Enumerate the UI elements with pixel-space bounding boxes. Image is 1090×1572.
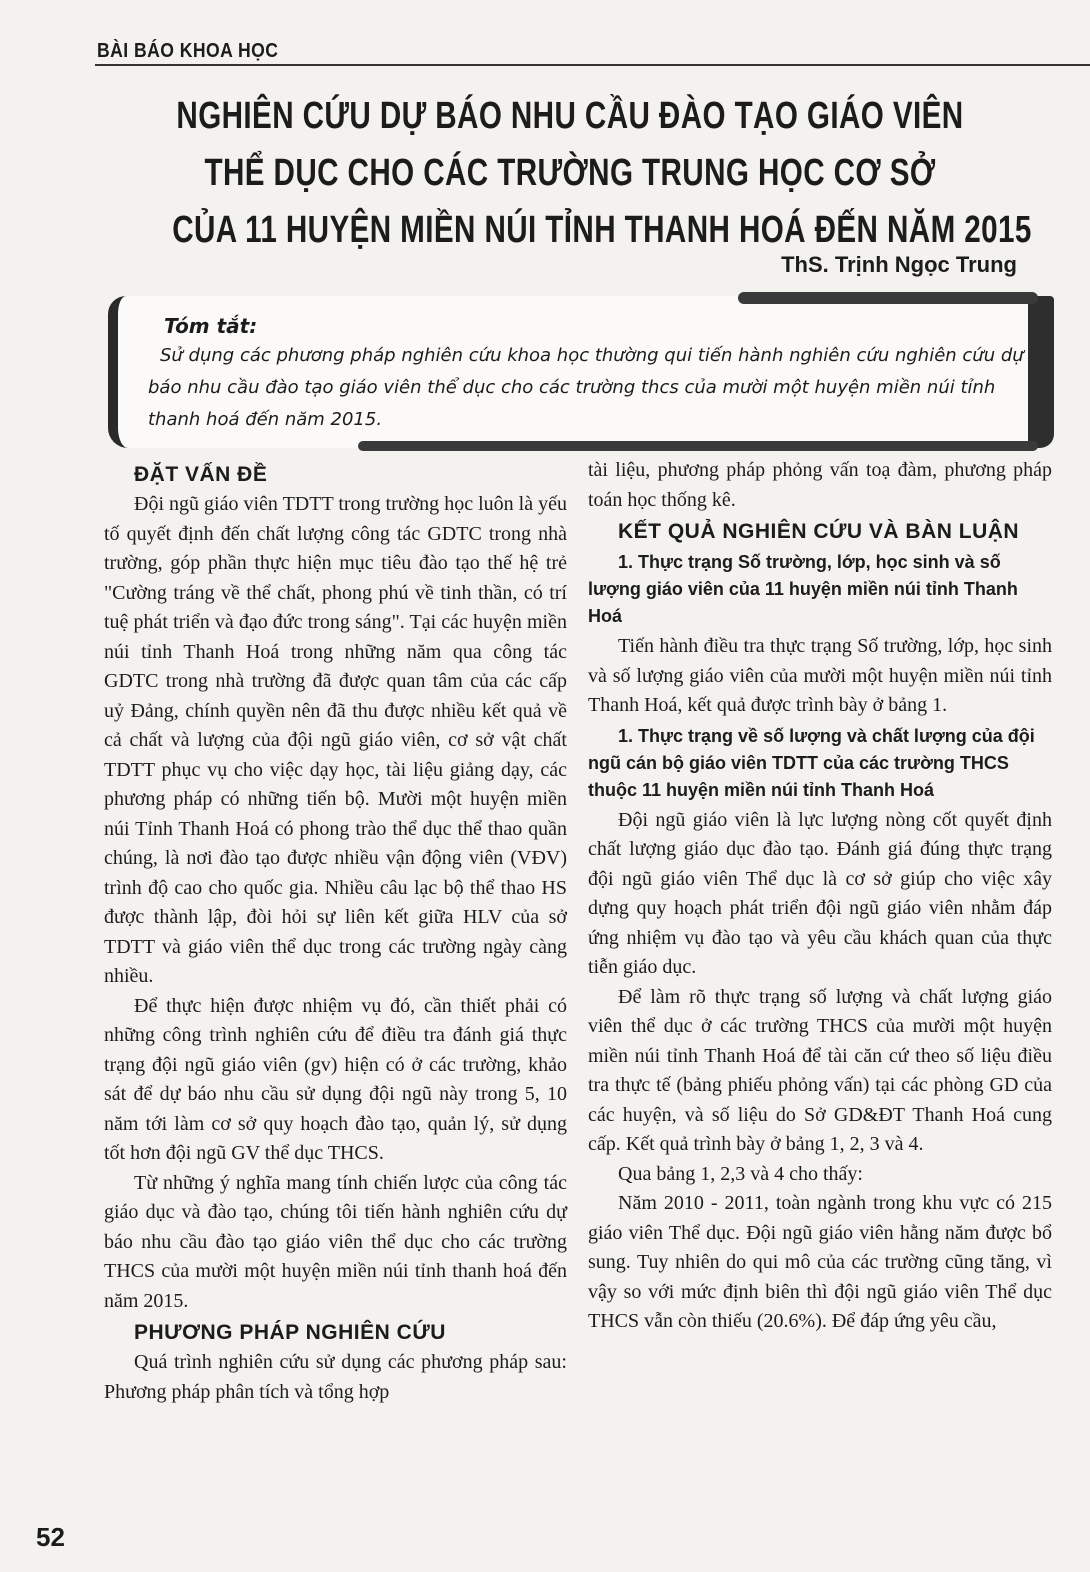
title-line-3: CỦA 11 HUYỆN MIỀN NÚI TỈNH THANH HOÁ ĐẾN NĂM 2015 <box>172 209 1032 251</box>
article-title <box>60 88 1080 259</box>
title-line-2: THỂ DỤC CHO CÁC TRƯỜNG TRUNG HỌC CƠ SỞ <box>204 152 936 194</box>
paragraph: Qua bảng 1, 2,3 và 4 cho thấy: <box>618 1162 863 1185</box>
header-rule <box>95 64 1090 66</box>
right-column <box>588 456 1052 1337</box>
heading-results: KẾT QUẢ NGHIÊN CỨU VÀ BÀN LUẬN <box>618 520 1020 543</box>
subheading: 1. Thực trạng về số lượng và chất lượng của đội ngũ cán bộ giáo viên TDTT của các trường THCS thuộc 11 huyện miền núi tỉnh Thanh Hoá <box>588 725 1035 800</box>
paragraph: Để làm rõ thực trạng số lượng và chất lượng giáo viên thể dục ở các trường THCS của mười một huyện miền núi tỉnh Thanh Hoá để tài căn cứ theo số liệu điều tra thực tế (bảng phiếu phỏng vấn) tại các phòng GD của các huyện, và số liệu do Sở GD&ĐT Thanh Hoá cung cấp. Kết quả trình bày ở bảng 1, 2, 3 và 4. <box>588 985 1052 1155</box>
heading-introduction: ĐẶT VẤN ĐỀ <box>134 463 268 486</box>
paragraph: Đội ngũ giáo viên TDTT trong trường học luôn là yếu tố quyết định đến chất lượng công tác GDTC trong nhà trường, góp phần thực hiện mục tiêu đào tạo thế hệ trẻ "Cường tráng về thể chất, phong phú về tinh thần, có trí tuệ phát triển và đạo đức trong sáng". Tại các huyện miền núi tỉnh Thanh Hoá trong những năm qua công tác GDTC trong nhà trường đã được quan tâm của các cấp uỷ Đảng, chính quyền nên đã thu được nhiều kết quả về cả chất và lượng của đội ngũ giáo viên, cơ sở vật chất TDTT phục vụ cho việc dạy học, tài liệu giảng dạy, các phương pháp có những tiến bộ. Mười một huyện miền núi Tỉnh Thanh Hoá có phong trào thể dục thể thao quần chúng, là nơi đào tạo được nhiều vận động viên (VĐV) trình độ cao cho quốc gia. Nhiều câu lạc bộ thể thao HS được thành lập, đòi hỏi sự liên kết giữa HLV của sở TDTT và giáo viên thể dục trong các trường ngày càng nhiều. <box>104 493 567 987</box>
paragraph: Quá trình nghiên cứu sử dụng các phương pháp sau: Phương pháp phân tích và tổng hợp <box>104 1351 567 1403</box>
section-tag: BÀI BÁO KHOA HỌC <box>97 40 279 62</box>
paragraph: Tiến hành điều tra thực trạng Số trường, lớp, học sinh và số lượng giáo viên của mười một huyện miền núi tỉnh Thanh Hoá, kết quả được trình bày ở bảng 1. <box>588 635 1052 716</box>
paragraph: Năm 2010 - 2011, toàn ngành trong khu vực có 215 giáo viên Thể dục. Đội ngũ giáo viên hằng năm được bổ sung. Tuy nhiên do qui mô của các trường cũng tăng, vì vậy so với mức định biên thì đội ngũ giáo viên Thể dục THCS vẫn còn thiếu (20.6%). Để đáp ứng yêu cầu, <box>588 1192 1052 1332</box>
abstract-box <box>108 296 1054 448</box>
author: ThS. Trịnh Ngọc Trung <box>781 252 1017 277</box>
abstract-text: Sử dụng các phương pháp nghiên cứu khoa học thường qui tiến hành nghiên cứu nghiên cứu dự báo nhu cầu đào tạo giáo viên thể dục cho các trường thcs của mười một huyện miền núi tỉnh thanh hoá đến năm 2015. <box>148 345 1024 430</box>
heading-methods: PHƯƠNG PHÁP NGHIÊN CỨU <box>134 1321 446 1344</box>
paragraph: Đội ngũ giáo viên là lực lượng nòng cốt quyết định chất lượng giáo dục đào tạo. Đánh giá đúng thực trạng đội ngũ giáo viên Thể dục là cơ sở giúp cho việc xây dựng quy hoạch phát triển đội ngũ giáo viên nhằm đáp ứng nhiệm vụ đào tạo và yêu cầu khách quan của thực tiễn giáo dục. <box>588 808 1052 978</box>
paragraph: tài liệu, phương pháp phỏng vấn toạ đàm, phương pháp toán học thống kê. <box>588 459 1052 511</box>
page-number: 52 <box>36 1522 65 1552</box>
abstract-brush-top <box>738 292 1038 304</box>
subheading: 1. Thực trạng Số trường, lớp, học sinh và số lượng giáo viên của 11 huyện miền núi tỉnh Thanh Hoá <box>588 552 1018 626</box>
title-line-1: NGHIÊN CỨU DỰ BÁO NHU CẦU ĐÀO TẠO GIÁO VIÊN <box>176 95 964 137</box>
left-column <box>104 458 567 1407</box>
abstract-label: Tóm tắt: <box>164 314 258 338</box>
paragraph: Để thực hiện được nhiệm vụ đó, cần thiết phải có những công trình nghiên cứu để điều tra đánh giá thực trạng đội ngũ giáo viên (gv) hiện có ở các trường, khảo sát để dự báo nhu cầu sử dụng đội ngũ này trong 5, 10 năm tới làm cơ sở quy hoạch đào tạo, quản lý, sử dụng tốt hơn đội ngũ GV thể dục THCS. <box>104 994 567 1164</box>
paragraph: Từ những ý nghĩa mang tính chiến lược của công tác giáo dục và đào tạo, chúng tôi tiến hành nghiên cứu dự báo nhu cầu đào tạo giáo viên thể dục cho các trường THCS của mười một huyện miền núi tỉnh thanh hoá đến năm 2015. <box>104 1171 567 1312</box>
abstract-brush-bottom <box>358 441 1038 451</box>
